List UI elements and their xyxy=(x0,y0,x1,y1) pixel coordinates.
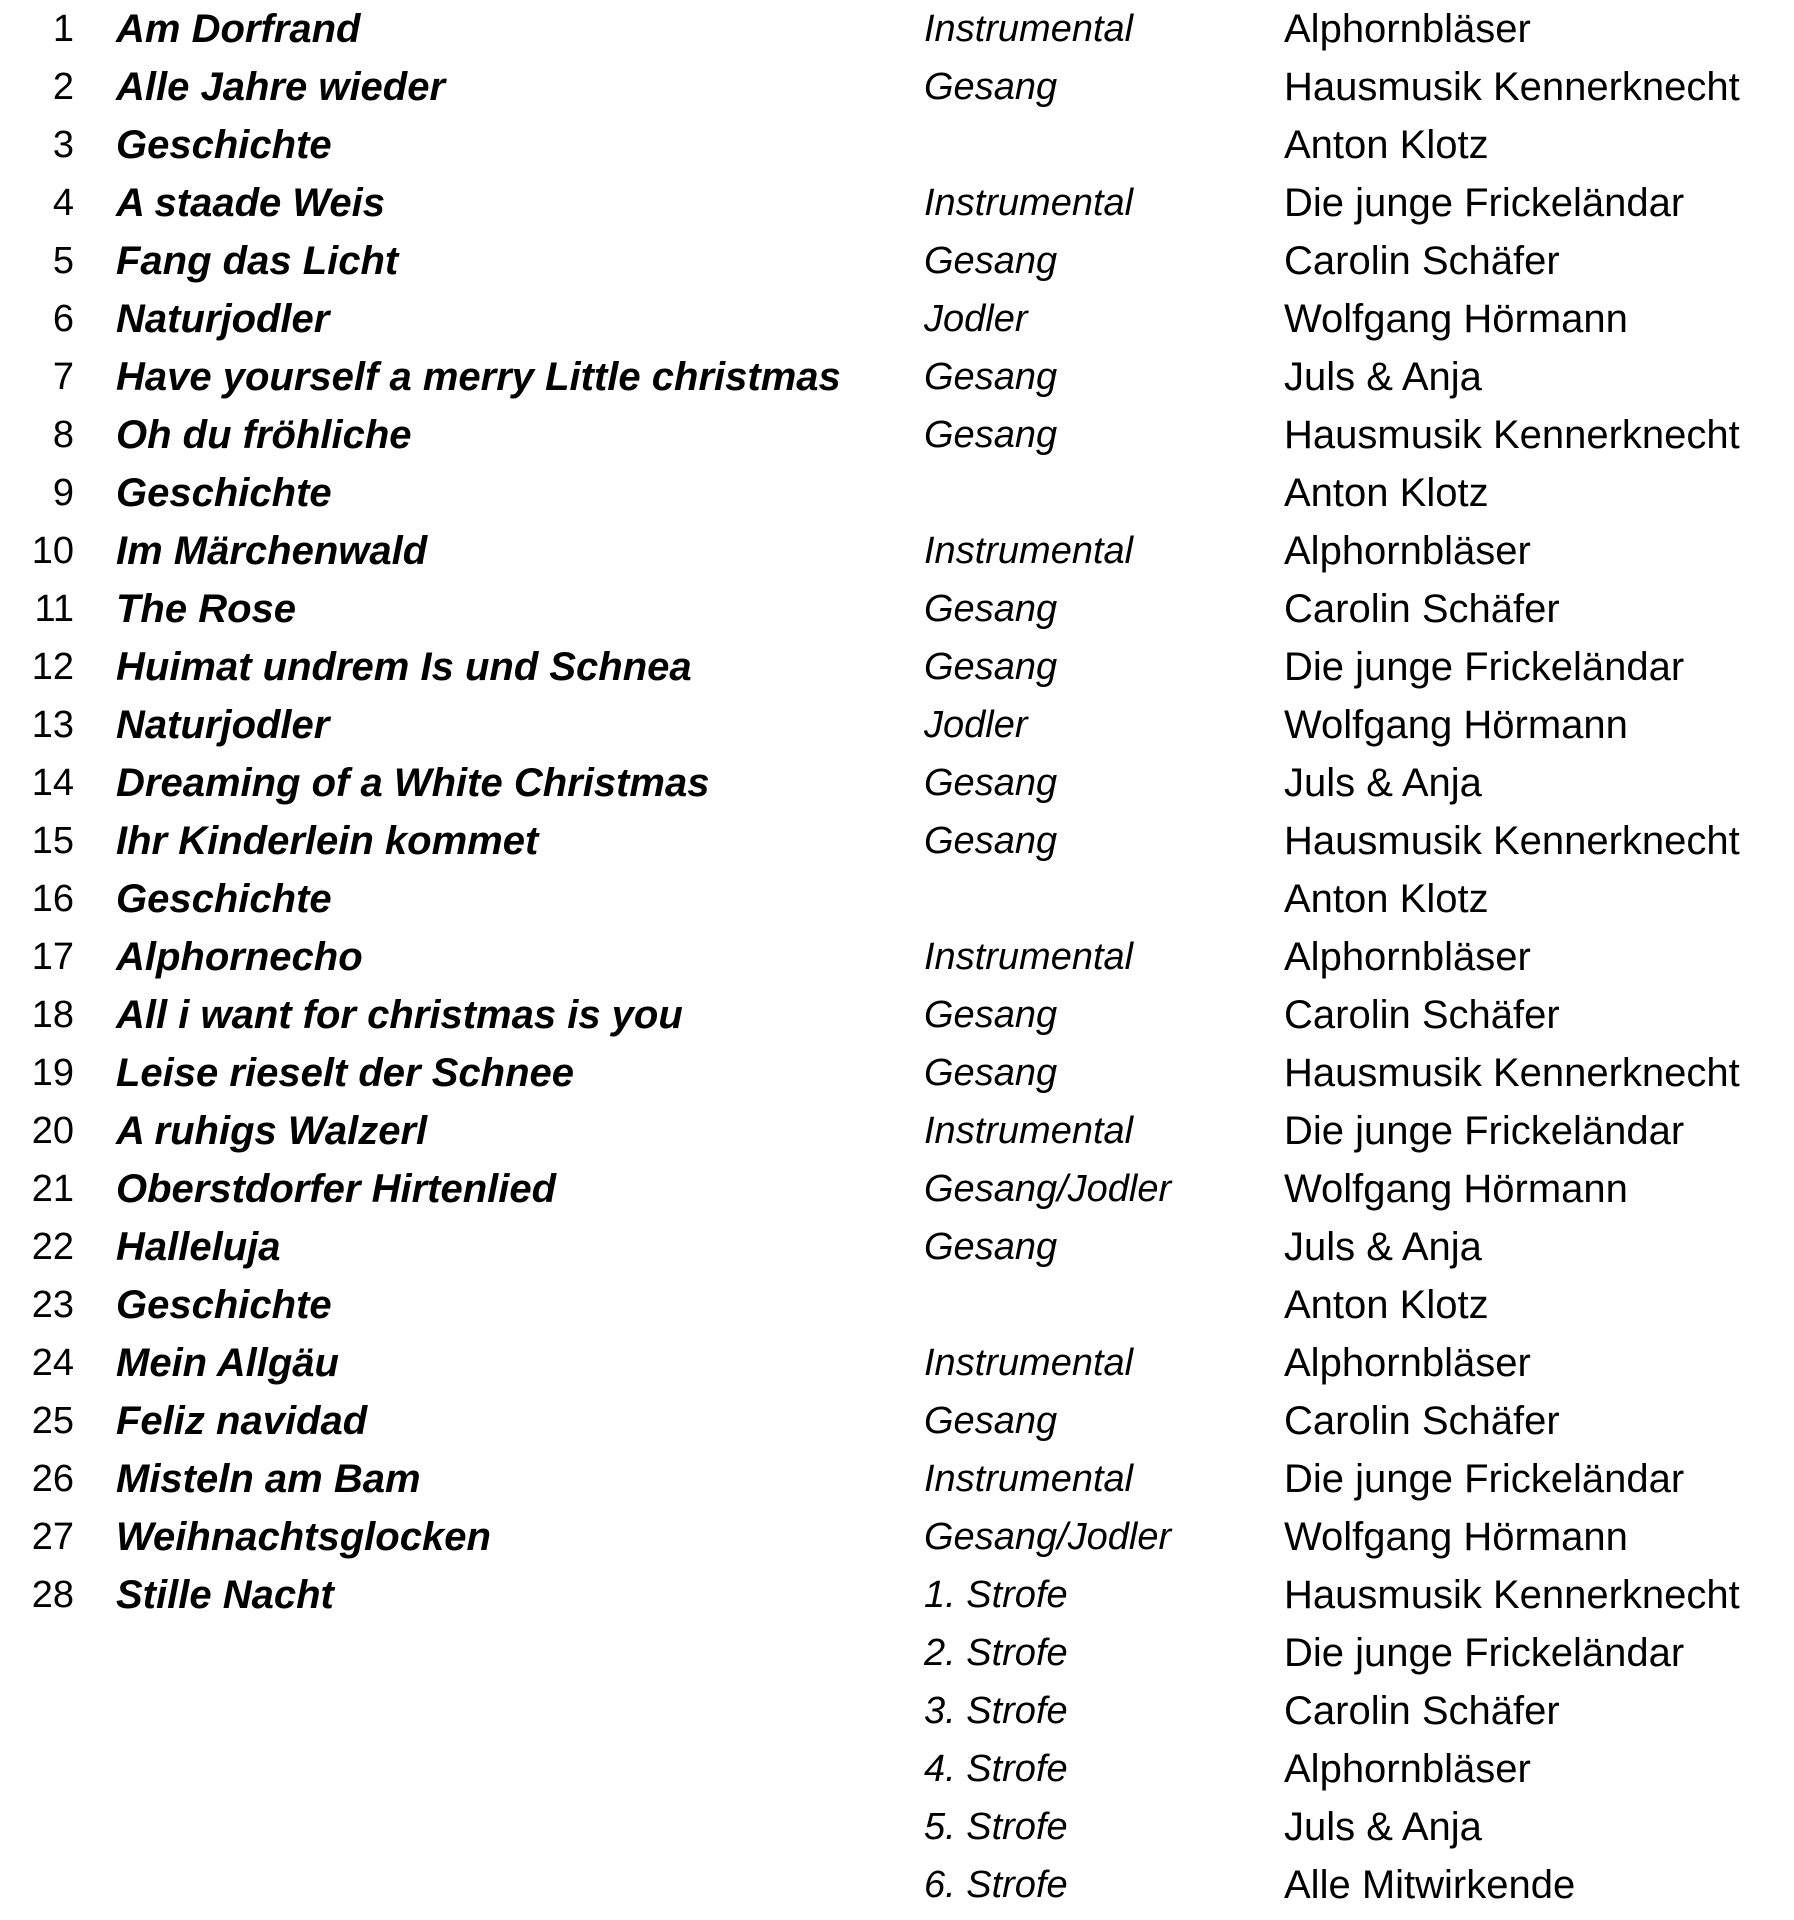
item-title: Mein Allgäu xyxy=(116,1341,339,1385)
item-performer: Hausmusik Kennerknecht xyxy=(1284,1051,1740,1095)
program-row xyxy=(0,174,1794,232)
item-type: Instrumental xyxy=(924,1458,1134,1500)
item-type: Instrumental xyxy=(924,182,1134,224)
item-type: Gesang/Jodler xyxy=(924,1168,1172,1210)
item-performer: Carolin Schäfer xyxy=(1284,239,1560,283)
item-title: Alphornecho xyxy=(116,935,363,979)
item-title: All i want for christmas is you xyxy=(116,993,683,1037)
item-type: Gesang xyxy=(924,588,1058,630)
item-type: Gesang xyxy=(924,820,1058,862)
item-performer: Anton Klotz xyxy=(1284,877,1489,921)
item-type: Instrumental xyxy=(924,530,1134,572)
item-number: 25 xyxy=(31,1400,74,1442)
item-type: Gesang xyxy=(924,1226,1058,1268)
item-title: Fang das Licht xyxy=(116,239,399,283)
item-title: Alle Jahre wieder xyxy=(116,65,446,109)
item-number: 10 xyxy=(31,530,74,572)
item-performer: Hausmusik Kennerknecht xyxy=(1284,1573,1740,1617)
item-performer: Anton Klotz xyxy=(1284,123,1489,167)
item-number: 9 xyxy=(52,472,74,514)
item-title: Geschichte xyxy=(116,877,332,921)
item-performer: Alle Mitwirkende xyxy=(1284,1863,1576,1907)
program-row xyxy=(0,986,1794,1044)
program-row xyxy=(0,1160,1794,1218)
item-performer: Carolin Schäfer xyxy=(1284,1399,1560,1443)
item-type: 6. Strofe xyxy=(924,1864,1068,1906)
item-title: The Rose xyxy=(116,587,297,631)
item-performer: Wolfgang Hörmann xyxy=(1284,297,1628,341)
program-row xyxy=(0,116,1794,174)
program-row xyxy=(0,406,1794,464)
item-number: 16 xyxy=(31,878,74,920)
item-number: 23 xyxy=(31,1284,74,1326)
item-performer: Die junge Frickeländar xyxy=(1284,645,1685,689)
item-title: Geschichte xyxy=(116,123,332,167)
item-title: Weihnachtsglocken xyxy=(116,1515,491,1559)
item-performer: Juls & Anja xyxy=(1284,1805,1482,1849)
program-row xyxy=(0,1450,1794,1508)
item-title: Geschichte xyxy=(116,1283,332,1327)
item-number: 6 xyxy=(52,298,74,340)
program-row xyxy=(0,232,1794,290)
item-title: Ihr Kinderlein kommet xyxy=(116,819,539,863)
item-number: 28 xyxy=(31,1574,74,1616)
item-performer: Die junge Frickeländar xyxy=(1284,1109,1685,1153)
program-row xyxy=(0,1566,1794,1624)
item-title: Oberstdorfer Hirtenlied xyxy=(116,1167,557,1211)
item-number: 20 xyxy=(31,1110,74,1152)
item-type: Instrumental xyxy=(924,936,1134,978)
program-row xyxy=(0,1392,1794,1450)
item-performer: Alphornbläser xyxy=(1284,1747,1531,1791)
item-title: A ruhigs Walzerl xyxy=(116,1109,428,1153)
item-number: 13 xyxy=(31,704,74,746)
item-title: Naturjodler xyxy=(116,297,330,341)
item-performer: Carolin Schäfer xyxy=(1284,1689,1560,1733)
item-performer: Alphornbläser xyxy=(1284,529,1531,573)
item-number: 19 xyxy=(31,1052,74,1094)
program-row xyxy=(0,696,1794,754)
program-row xyxy=(0,464,1794,522)
item-type: Gesang xyxy=(924,66,1058,108)
item-type: 4. Strofe xyxy=(924,1748,1068,1790)
item-type: 5. Strofe xyxy=(924,1806,1068,1848)
item-title: Huimat undrem Is und Schnea xyxy=(116,645,692,689)
item-type: 1. Strofe xyxy=(924,1574,1068,1616)
item-type: Gesang xyxy=(924,762,1058,804)
item-title: Im Märchenwald xyxy=(116,529,428,573)
item-performer: Wolfgang Hörmann xyxy=(1284,1515,1628,1559)
program-row xyxy=(0,1856,1794,1914)
program-row xyxy=(0,1508,1794,1566)
item-performer: Die junge Frickeländar xyxy=(1284,1457,1685,1501)
item-title: Geschichte xyxy=(116,471,332,515)
program-row xyxy=(0,754,1794,812)
program-row xyxy=(0,812,1794,870)
item-number: 26 xyxy=(31,1458,74,1500)
item-type: Jodler xyxy=(924,298,1028,340)
item-performer: Die junge Frickeländar xyxy=(1284,1631,1685,1675)
item-performer: Wolfgang Hörmann xyxy=(1284,703,1628,747)
program-row xyxy=(0,58,1794,116)
item-title: Have yourself a merry Little christmas xyxy=(116,355,841,399)
item-number: 8 xyxy=(52,414,74,456)
item-number: 1 xyxy=(52,8,74,50)
item-type: Instrumental xyxy=(924,1342,1134,1384)
item-title: Dreaming of a White Christmas xyxy=(116,761,710,805)
item-title: Stille Nacht xyxy=(116,1573,334,1617)
item-title: A staade Weis xyxy=(116,181,386,225)
program-row xyxy=(0,1682,1794,1740)
item-number: 11 xyxy=(34,588,74,630)
program-row xyxy=(0,1102,1794,1160)
program-row xyxy=(0,1218,1794,1276)
item-performer: Carolin Schäfer xyxy=(1284,587,1560,631)
program-row xyxy=(0,1798,1794,1856)
program-row xyxy=(0,638,1794,696)
program-row xyxy=(0,1740,1794,1798)
item-performer: Die junge Frickeländar xyxy=(1284,181,1685,225)
program-row xyxy=(0,290,1794,348)
item-type: 2. Strofe xyxy=(924,1632,1068,1674)
program-row xyxy=(0,580,1794,638)
item-title: Halleluja xyxy=(116,1225,281,1269)
item-performer: Carolin Schäfer xyxy=(1284,993,1560,1037)
item-performer: Juls & Anja xyxy=(1284,355,1482,399)
item-number: 27 xyxy=(31,1516,74,1558)
item-type: Gesang xyxy=(924,1052,1058,1094)
item-number: 14 xyxy=(31,762,74,804)
item-number: 18 xyxy=(31,994,74,1036)
item-performer: Hausmusik Kennerknecht xyxy=(1284,819,1740,863)
item-type: Gesang xyxy=(924,240,1058,282)
item-type: Gesang xyxy=(924,414,1058,456)
item-type: 3. Strofe xyxy=(924,1690,1068,1732)
item-title: Feliz navidad xyxy=(116,1399,368,1443)
program-row xyxy=(0,348,1794,406)
program-row xyxy=(0,0,1794,58)
item-title: Misteln am Bam xyxy=(116,1457,421,1501)
item-performer: Alphornbläser xyxy=(1284,7,1531,51)
program-row xyxy=(0,870,1794,928)
item-number: 3 xyxy=(52,124,74,166)
item-performer: Hausmusik Kennerknecht xyxy=(1284,413,1740,457)
item-number: 15 xyxy=(31,820,74,862)
item-performer: Wolfgang Hörmann xyxy=(1284,1167,1628,1211)
item-number: 12 xyxy=(31,646,74,688)
item-performer: Alphornbläser xyxy=(1284,1341,1531,1385)
item-type: Gesang xyxy=(924,646,1058,688)
item-number: 21 xyxy=(31,1168,74,1210)
item-performer: Hausmusik Kennerknecht xyxy=(1284,65,1740,109)
program-row xyxy=(0,1276,1794,1334)
item-performer: Anton Klotz xyxy=(1284,471,1489,515)
item-title: Naturjodler xyxy=(116,703,330,747)
item-performer: Juls & Anja xyxy=(1284,1225,1482,1269)
item-number: 24 xyxy=(31,1342,74,1384)
item-performer: Juls & Anja xyxy=(1284,761,1482,805)
program-row xyxy=(0,1044,1794,1102)
item-performer: Anton Klotz xyxy=(1284,1283,1489,1327)
item-type: Instrumental xyxy=(924,8,1134,50)
item-title: Am Dorfrand xyxy=(116,7,361,51)
item-number: 17 xyxy=(31,936,74,978)
program-row xyxy=(0,1334,1794,1392)
item-type: Jodler xyxy=(924,704,1028,746)
item-number: 2 xyxy=(52,66,74,108)
item-type: Gesang xyxy=(924,994,1058,1036)
item-type: Gesang xyxy=(924,1400,1058,1442)
item-number: 4 xyxy=(52,182,74,224)
program-row xyxy=(0,928,1794,986)
item-number: 7 xyxy=(52,356,74,398)
program-row xyxy=(0,522,1794,580)
item-number: 22 xyxy=(31,1226,74,1268)
item-type: Instrumental xyxy=(924,1110,1134,1152)
item-title: Oh du fröhliche xyxy=(116,413,412,457)
item-type: Gesang/Jodler xyxy=(924,1516,1172,1558)
item-title: Leise rieselt der Schnee xyxy=(116,1051,575,1095)
item-type: Gesang xyxy=(924,356,1058,398)
item-number: 5 xyxy=(52,240,74,282)
item-performer: Alphornbläser xyxy=(1284,935,1531,979)
program-row xyxy=(0,1624,1794,1682)
